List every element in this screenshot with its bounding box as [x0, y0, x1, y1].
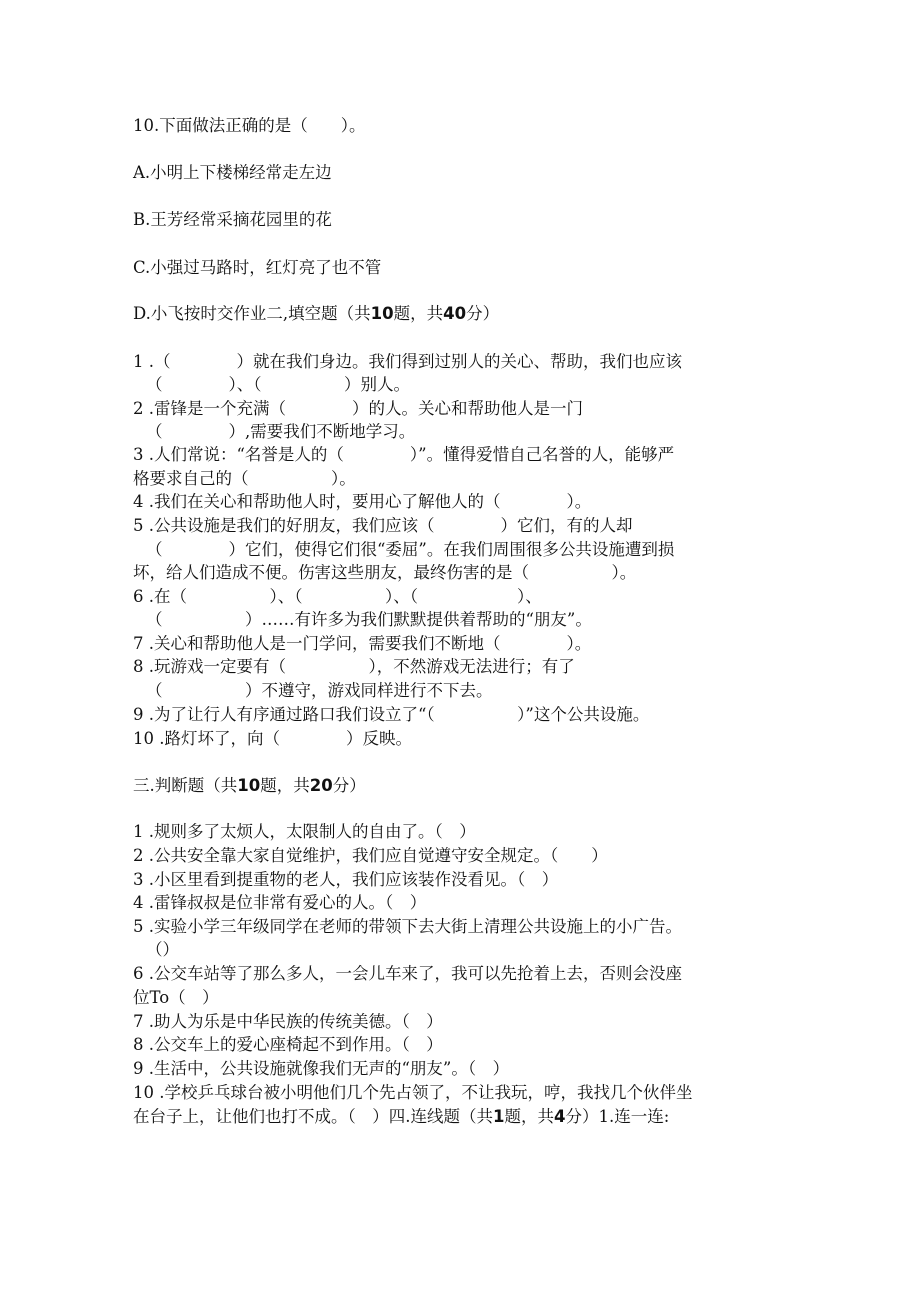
q10-option-d: D.小飞按时交作业 [133, 304, 267, 323]
section-heading-fill: 二,填空题（共10题，共40分） [266, 304, 500, 323]
fill-line: 10 .路灯坏了，向（ ）反映。 [133, 729, 412, 748]
judge-line: 7 .助人为乐是中华民族的传统美德。（ ） [133, 1012, 443, 1031]
q10-option-a: A.小明上下楼梯经常走左边 [133, 163, 332, 182]
fill-line: （ ）它们，使得它们很“委屈”。在我们周围很多公共设施遭到损 [146, 540, 675, 559]
section-heading-match: 四.连线题（共1题，共4分） [388, 1107, 599, 1126]
fill-line: 8 .玩游戏一定要有（ ），不然游戏无法进行；有了 [133, 657, 575, 676]
fill-line: 5 .公共设施是我们的好朋友，我们应该（ ）它们，有的人却 [133, 516, 633, 535]
judge-line: 位To（ ） [133, 988, 219, 1007]
judge-line: 3 .小区里看到提重物的老人，我们应该装作没看见。（ ） [133, 870, 559, 889]
fill-line: 9 .为了让行人有序通过路口我们设立了“（ ）”这个公共设施。 [133, 705, 650, 724]
judge-line: 在台子上，让他们也打不成。（ ） [133, 1107, 389, 1126]
q10-option-d-and-fill-heading [133, 302, 773, 325]
fill-line: （ ）不遵守，游戏同样进行不下去。 [146, 681, 493, 700]
judge-line: 2 .公共安全靠大家自觉维护，我们应自觉遵守安全规定。（ ） [133, 846, 608, 865]
fill-line: 坏，给人们造成不便。伤害这些朋友，最终伤害的是（ ）。 [133, 563, 637, 582]
q10-option-b: B.王芳经常采摘花园里的花 [133, 210, 332, 229]
fill-line: 3 .人们常说：“名誉是人的（ ）”。懂得爱惜自己名誉的人，能够严 [133, 445, 675, 464]
judge-last-and-match-heading [133, 1105, 773, 1128]
judge-line: 8 .公交车上的爱心座椅起不到作用。（ ） [133, 1035, 443, 1054]
fill-line: 格要求自己的（ ）。 [133, 469, 356, 488]
judge-line: 5 .实验小学三年级同学在老师的带领下去大街上清理公共设施上的小广告。 [133, 917, 682, 936]
fill-line: 2 .雷锋是一个充满（ ）的人。关心和帮助他人是一门 [133, 399, 583, 418]
fill-line: 6 .在（ ）、（ ）、（ ）、 [133, 587, 542, 606]
fill-line: （ ）……有许多为我们默默提供着帮助的“朋友”。 [146, 610, 592, 629]
fill-line: （ ）、（ ）别人。 [146, 375, 410, 394]
fill-line: 4 .我们在关心和帮助他人时，要用心了解他人的（ ）。 [133, 492, 592, 511]
judge-line: 10 .学校乒乓球台被小明他们几个先占领了，不让我玩，哼，我找几个伙伴坐 [133, 1083, 693, 1102]
judge-line: 1 .规则多了太烦人，太限制人的自由了。（ ） [133, 822, 476, 841]
judge-line: 9 .生活中，公共设施就像我们无声的“朋友”。（ ） [133, 1059, 510, 1078]
section-heading-judge: 三.判断题（共10题，共20分） [133, 776, 366, 795]
fill-line: （ ）,需要我们不断地学习。 [146, 422, 416, 441]
judge-line: 4 .雷锋叔叔是位非常有爱心的人。（ ） [133, 893, 427, 912]
match-item: 1.连一连: [598, 1107, 670, 1126]
fill-line: 1 .（ ）就在我们身边。我们得到过别人的关心、帮助，我们也应该 [133, 352, 682, 371]
q10-option-c: C.小强过马路时，红灯亮了也不管 [133, 258, 382, 277]
judge-line: （） [146, 940, 179, 959]
q10-stem: 10.下面做法正确的是（ ）。 [133, 116, 366, 135]
judge-line: 6 .公交车站等了那么多人，一会儿车来了，我可以先抢着上去，否则会没座 [133, 964, 682, 983]
fill-line: 7 .关心和帮助他人是一门学问，需要我们不断地（ ）。 [133, 634, 592, 653]
